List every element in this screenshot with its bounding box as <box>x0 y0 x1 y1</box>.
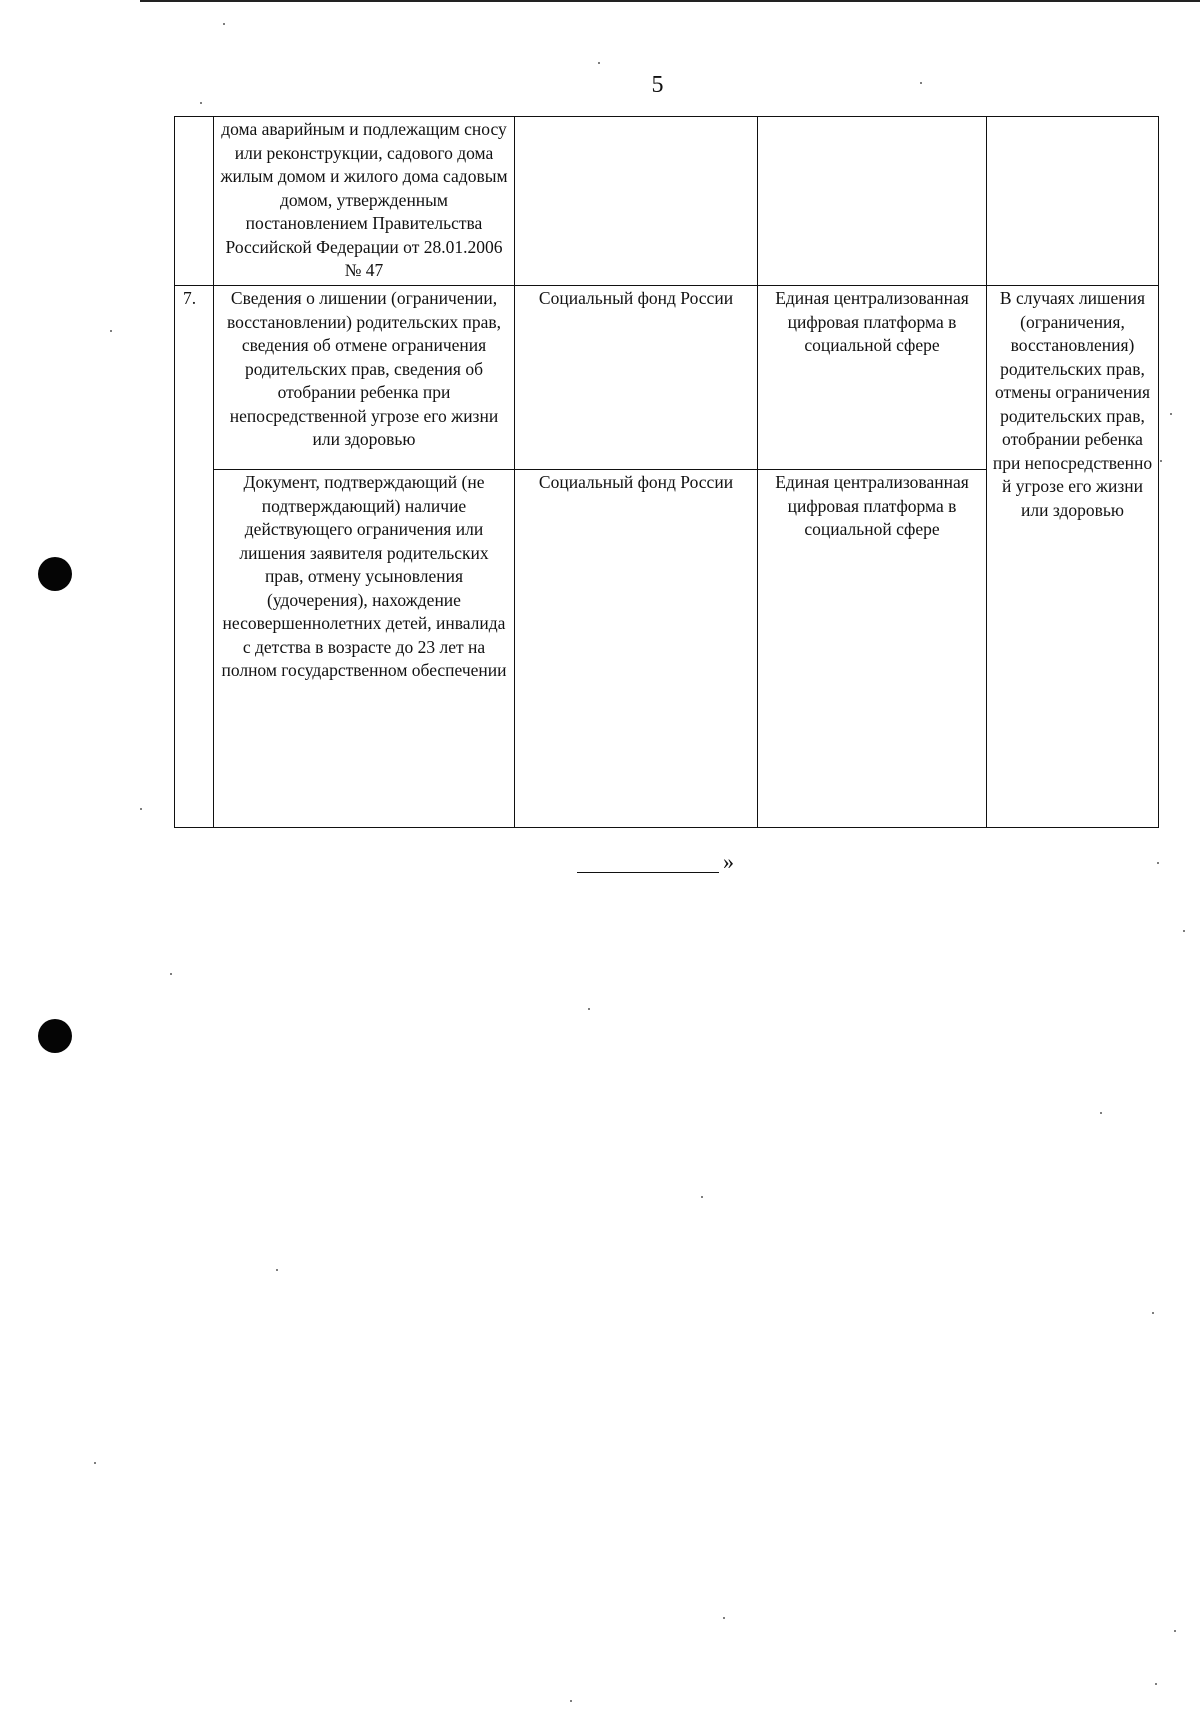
closing-underline <box>577 872 719 873</box>
scan-speck <box>1100 1112 1102 1114</box>
punch-hole-lower <box>38 1019 72 1053</box>
table-row <box>175 117 1159 286</box>
scan-speck <box>1152 1312 1154 1314</box>
platform-cell: Единая централизованная цифровая платформа в социальной сфере <box>758 286 987 470</box>
provider-cell: Социальный фонд России <box>515 470 758 828</box>
document-table <box>174 116 1159 828</box>
info-description <box>214 470 515 828</box>
scan-top-edge <box>140 0 1200 2</box>
page-number: 5 <box>651 72 664 98</box>
description-text: дома аварийным и подлежащим сносу или реконструкции, садового дома жилым домом и жилого дома садовым домом, утвержденным постановлением Правительства Российской Федерации от 28.01.2006 № 47 <box>220 119 508 280</box>
info-description <box>214 286 515 470</box>
scan-speck <box>276 1269 278 1271</box>
platform-cell <box>758 117 987 286</box>
scan-speck <box>920 82 922 84</box>
scan-speck <box>170 973 172 975</box>
scan-speck <box>701 1196 703 1198</box>
scan-speck <box>110 330 112 332</box>
info-description <box>214 117 515 286</box>
scan-speck <box>1170 413 1172 415</box>
punch-hole-upper <box>38 557 72 591</box>
scan-speck <box>200 102 202 104</box>
row-number <box>175 117 214 286</box>
scan-speck <box>570 1700 572 1702</box>
provider-cell <box>515 117 758 286</box>
provider-cell: Социальный фонд России <box>515 286 758 470</box>
scan-speck <box>1157 862 1159 864</box>
table-row <box>175 286 1159 470</box>
platform-cell: Единая централизованная цифровая платформа в социальной сфере <box>758 470 987 828</box>
condition-cell <box>987 117 1159 286</box>
scan-speck <box>598 62 600 64</box>
scan-speck <box>588 1008 590 1010</box>
scan-speck <box>223 23 225 25</box>
scan-speck <box>1155 1683 1157 1685</box>
scan-speck <box>94 1462 96 1464</box>
description-text: Документ, подтверждающий (не подтверждающий) наличие действующего ограничения или лишения заявителя родительских прав, отмену усыновления (удочерения), нахождение несовершеннолетних детей, инвалида с детства в возрасте до 23 лет на полном государственном обеспечении <box>221 472 507 680</box>
scan-speck <box>1160 460 1162 462</box>
description-text: Сведения о лишении (ограничении, восстановлении) родительских прав, сведения об отмене ограничения родительских прав, сведения об отобрании ребенка при непосредственной угрозе его жизни или здоровью <box>226 288 502 449</box>
row-number: 7. <box>175 286 214 828</box>
scan-speck <box>1174 1630 1176 1632</box>
scan-speck <box>1183 930 1185 932</box>
scan-speck <box>140 808 142 810</box>
scan-speck <box>723 1617 725 1619</box>
closing-quote: » <box>723 849 734 874</box>
condition-cell: В случаях лишения (ограничения, восстановления) родительских прав, отмены ограничения родительских прав, отобрании ребенка при непосредственно й угрозе его жизни или здоровью <box>987 286 1159 828</box>
